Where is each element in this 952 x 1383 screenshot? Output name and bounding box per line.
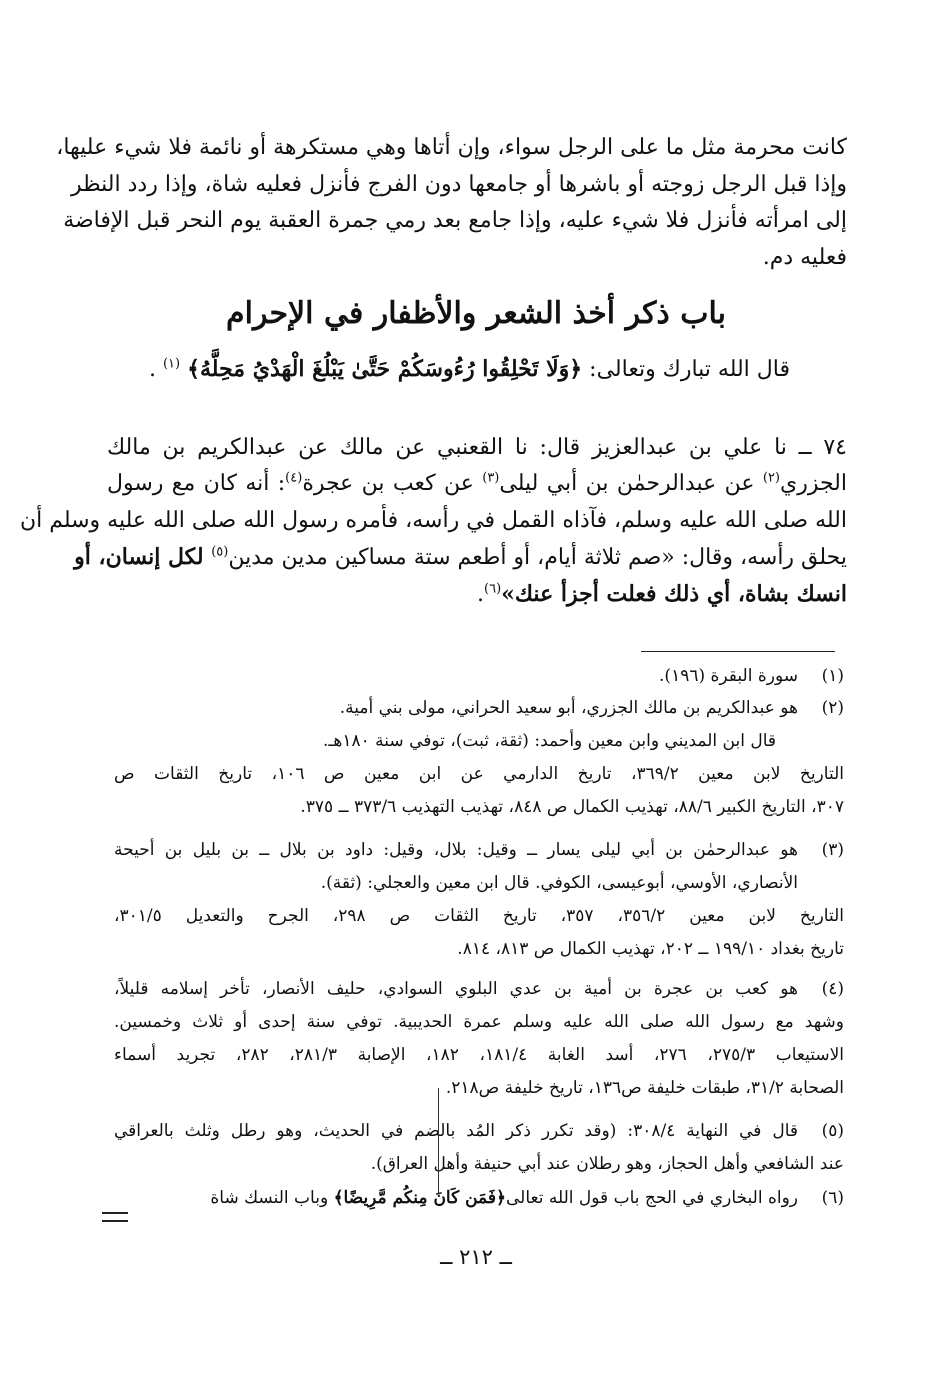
- footnote: [114, 660, 844, 693]
- footnote-line: الأنصاري، الأوسي، أبوعيسى، الكوفي. قال ابن معين والعجلي: (ثقة).: [320, 873, 798, 893]
- text-line: إلى امرأته فأنزل فلا شيء عليه، وإذا جامع بعد رمي جمرة العقبة يوم النحر قبل الإفاضة: [63, 208, 847, 233]
- hadith-text: [19, 430, 847, 613]
- text-line: [74, 539, 847, 576]
- text-segment: .: [477, 582, 484, 608]
- text-line: الله صلى الله عليه وسلم، فآذاه القمل في رأسه، فأمره رسول الله صلى الله عليه وسلم أن: [19, 507, 847, 533]
- text-segment: رواه البخاري في الحج باب قول الله تعالى: [505, 1188, 798, 1208]
- text-segment: الجزري: [780, 471, 847, 497]
- text-segment: يحلق رأسه، وقال: «صم ثلاثة أيام، أو أطعم ستة مساكين مدين مدين: [228, 544, 847, 570]
- text-line: ٧٤ ــ نا علي بن عبدالعزيز قال: نا القعنبي عن مالك عن عبدالكريم بن مالك: [107, 435, 847, 460]
- footnote: [114, 692, 844, 758]
- quran-verse: ﴿وَلَا تَحْلِقُوا رُءُوسَكُمْ حَتَّىٰ يَبْلُغَ الْهَدْيُ مَحِلَّهُ﴾: [187, 356, 583, 382]
- footnote-ref: (٥): [211, 544, 229, 560]
- footnote-line: عند الشافعي وأهل الحجاز، وهو رطلان عند أبي حنيفة وأهل العراق).: [370, 1154, 844, 1174]
- quran-citation: [149, 356, 790, 382]
- footnote-ref: (١): [162, 356, 181, 372]
- footnote-ref: (٤): [285, 470, 303, 486]
- footnote-number: (٤): [821, 979, 844, 999]
- scan-artifact-line: [438, 1088, 439, 1194]
- punctuation: .: [148, 357, 156, 382]
- footnote-line: تاريخ بغداد ١٩٩/١٠ ــ ٢٠٢، تهذيب الكمال ص ٨١٣، ٨١٤.: [457, 939, 844, 959]
- footnote-ref: (٣): [482, 470, 500, 486]
- footnote-number: (٢): [821, 698, 844, 718]
- footnote-line: قال ابن المديني وابن معين وأحمد: (ثقة، ثبت)، توفي سنة ١٨٠هـ.: [323, 731, 776, 751]
- footnote-line: هو عبدالكريم بن مالك الجزري، أبو سعيد الحراني، مولى بني أمية.: [339, 698, 798, 718]
- footnote-divider: [641, 651, 835, 652]
- text-line: كانت محرمة مثل ما على الرجل سواء، وإن أتاها وهي مستكرهة أو نائمة فلا شيء عليها،: [56, 135, 847, 160]
- footnote-ref: (٢): [762, 470, 780, 486]
- text-line: فعليه دم.: [762, 244, 847, 270]
- text-segment: عن عبدالرحمٰن بن أبي ليلى: [499, 471, 763, 497]
- footnote-number: (١): [821, 666, 844, 686]
- footnote-line: التاريخ لابن معين ٣٦٩/٢، تاريخ الدارمي عن ابن معين ص ١٠٦، تاريخ الثقات ص: [114, 764, 844, 784]
- footnote-number: (٣): [821, 840, 844, 860]
- footnote: [114, 1115, 844, 1148]
- text-segment: عن كعب بن عجرة: [302, 471, 483, 497]
- text-segment: : أنه كان مع رسول: [107, 471, 286, 497]
- main-text: [56, 130, 847, 276]
- footnote-line: قال في النهاية ٣٠٨/٤: (وقد تكرر ذكر المُد بالضم في الحديث، وهو رطل وثلث بالعراقي: [114, 1121, 798, 1141]
- footnote: [114, 834, 844, 900]
- chapter-heading: باب ذكر أخذ الشعر والأظفار في الإحرام: [226, 296, 726, 331]
- footnote-line: ٣٠٧، التاريخ الكبير ٨٨/٦، تهذيب الكمال ص ٨٤٨، تهذيب التهذيب ٣٧٣/٦ ــ ٣٧٥.: [300, 797, 844, 817]
- page-number: ــ ٢١٢ ــ: [440, 1245, 512, 1269]
- footnote-line: [114, 1182, 798, 1215]
- footnote-sources: [114, 758, 844, 824]
- quran-verse: ﴿فَمَن كَانَ مِنكُم مَّرِيضًا﴾: [333, 1188, 506, 1208]
- text-line: [107, 466, 847, 502]
- footnote: [114, 973, 844, 1006]
- footnote-continuation: [114, 1006, 844, 1105]
- text-segment: انسك بشاة، أي ذلك فعلت أجزأ عنك»: [501, 581, 847, 608]
- footnote-line: وشهد مع رسول الله صلى الله عليه وسلم عمرة الحديبية. توفي سنة إحدى أو ثلاث وخمسين.: [114, 1012, 844, 1032]
- footnote-number: (٦): [821, 1188, 844, 1208]
- footnote-line: الصحابة ٣١/٢، طبقات خليفة ص١٣٦، تاريخ خليفة ص٢١٨.: [445, 1078, 844, 1098]
- footnote-line: هو كعب بن عجرة بن أمية بن عدي البلوي السوادي، حليف الأنصار، تأخر إسلامه قليلاً،: [114, 979, 799, 999]
- text-line: [107, 576, 847, 613]
- footnote-line: سورة البقرة (١٩٦).: [659, 666, 798, 686]
- footnote-line: هو عبدالرحمٰن بن أبي ليلى يسار ــ وقيل: بلال، وقيل: داود بن بلال ــ بن بليل بن أحيحة: [114, 840, 798, 860]
- text-segment: لكل إنسان، أو: [74, 543, 212, 570]
- continuation-mark: [102, 1212, 128, 1222]
- quran-intro: قال الله تبارك وتعالى:: [589, 357, 790, 382]
- footnote-continuation: [114, 1148, 844, 1181]
- footnote-line: التاريخ لابن معين ٣٥٦/٢، ٣٥٧، تاريخ الثقات ص ٢٩٨، الجرح والتعديل ٣٠١/٥،: [114, 906, 844, 926]
- text-segment: وباب النسك شاة: [210, 1188, 329, 1208]
- footnote: [114, 1182, 844, 1215]
- footnote-sources: [114, 900, 844, 966]
- footnote-number: (٥): [821, 1121, 844, 1141]
- text-line: وإذا قبل الرجل زوجته أو باشرها أو جامعها دون الفرج فأنزل فعليه شاة، وإذا ردد النظر: [70, 171, 847, 197]
- footnote-ref: (٦): [484, 581, 502, 597]
- footnote-line: الاستيعاب ٢٧٥/٣، ٢٧٦، أسد الغابة ١٨١/٤، ١٨٢، الإصابة ٢٨١/٣، ٢٨٢، تجريد أسماء: [114, 1045, 845, 1065]
